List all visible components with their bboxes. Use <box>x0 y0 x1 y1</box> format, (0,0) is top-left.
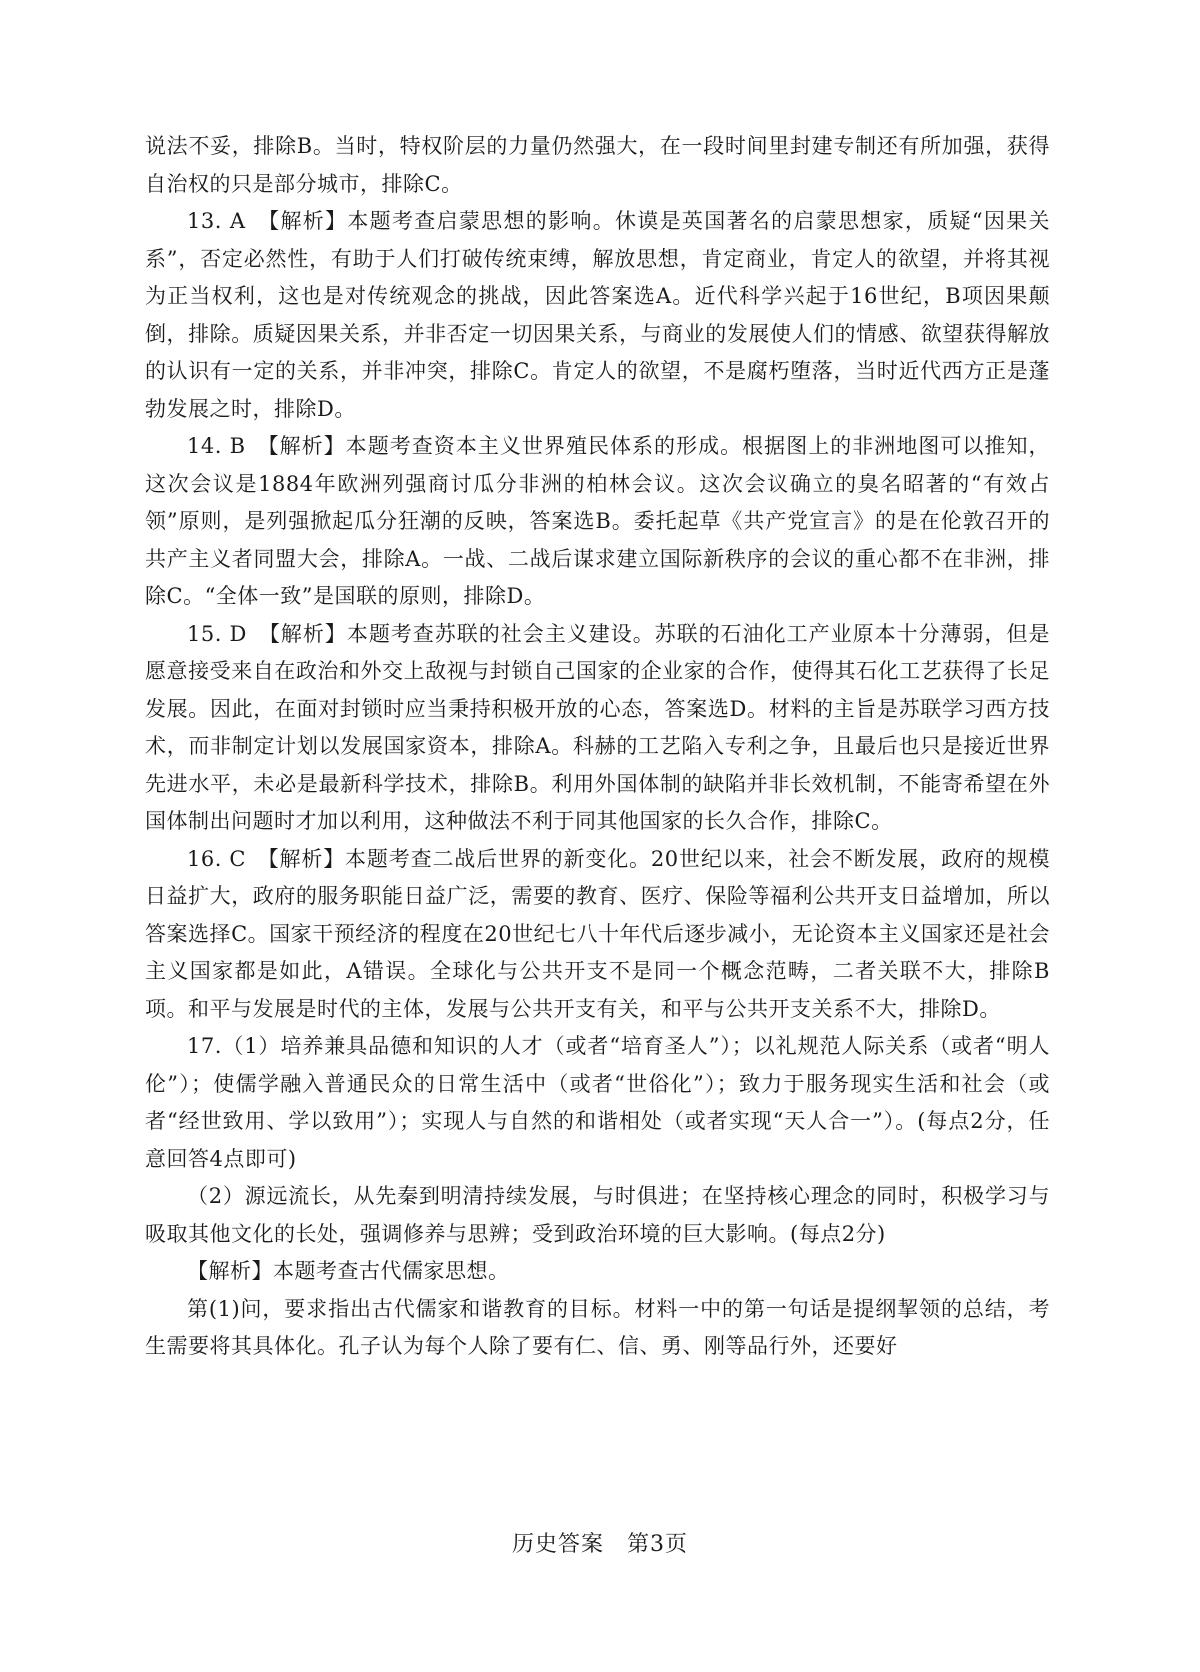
answer-16: 16. C 【解析】本题考查二战后世界的新变化。20世纪以来，社会不断发展，政府的规模日益扩大，政府的服务职能日益广泛，需要的教育、医疗、保险等福利公共开支日益增加，所以答案选择C。国家干预经济的程度在20世纪七八十年代后逐步减小，无论资本主义国家还是社会主义国家都是如此，A错误。全球化与公共开支不是同一个概念范畴，二者关联不大，排除B项。和平与发展是时代的主体，发展与公共开支有关，和平与公共开支关系不大，排除D。 <box>145 846 1050 1021</box>
answer-17-part-1: 17.（1）培养兼具品德和知识的人才（或者“培育圣人”）；以礼规范人际关系（或者“明人伦”）；使儒学融入普通民众的日常生活中（或者“世俗化”）；致力于服务现实生活和社会（或者“经世致用、学以致用”）；实现人与自然的和谐相处（或者实现“天人合一”）。(每点2分，任意回答4点即可) <box>145 1034 1050 1171</box>
answer-15: 15. D 【解析】本题考查苏联的社会主义建设。苏联的石油化工产业原本十分薄弱，但是愿意接受来自在政治和外交上敌视与封锁自己国家的企业家的合作，使得其石化工艺获得了长足发展。因此，在面对封锁时应当秉持积极开放的心态，答案选D。材料的主旨是苏联学习西方技术，而非制定计划以发展国家资本，排除A。科赫的工艺陷入专利之争，且最后也只是接近世界先进水平，未必是最新科学技术，排除B。利用外国体制的缺陷并非长效机制，不能寄希望在外国体制出问题时才加以利用，这种做法不利于同其他国家的长久合作，排除C。 <box>145 621 1050 833</box>
answer-17-analysis-heading: 【解析】本题考查古代儒家思想。 <box>187 1259 510 1283</box>
page-footer: 历史答案 第3页 <box>512 1532 688 1557</box>
answer-13: 13. A 【解析】本题考查启蒙思想的影响。休谟是英国著名的启蒙思想家，质疑“因果关系”，否定必然性，有助于人们打破传统束缚，解放思想，肯定商业，肯定人的欲望，并将其视为正当权利，这也是对传统观念的挑战，因此答案选A。近代科学兴起于16世纪，B项因果颠倒，排除。质疑因果关系，并非否定一切因果关系，与商业的发展使人们的情感、欲望获得解放的认识有一定的关系，并非冲突，排除C。肯定人的欲望，不是腐朽堕落，当时近代西方正是蓬勃发展之时，排除D。 <box>145 209 1050 421</box>
answer-14: 14. B 【解析】本题考查资本主义世界殖民体系的形成。根据图上的非洲地图可以推知，这次会议是1884年欧洲列强商讨瓜分非洲的柏林会议。这次会议确立的臭名昭著的“有效占领”原则，是列强掀起瓜分狂潮的反映，答案选B。委托起草《共产党宣言》的是在伦敦召开的共产主义者同盟大会，排除A。一战、二战后谋求建立国际新秩序的会议的重心都不在非洲，排除C。“全体一致”是国联的原则，排除D。 <box>145 434 1050 608</box>
paragraph-continuation: 说法不妥，排除B。当时，特权阶层的力量仍然强大，在一段时间里封建专制还有所加强，获得自治权的只是部分城市，排除C。 <box>145 134 1050 196</box>
answer-17-analysis-text: 第(1)问，要求指出古代儒家和谐教育的目标。材料一中的第一句话是提纲挈领的总结，考生需要将其具体化。孔子认为每个人除了要有仁、信、勇、刚等品行外，还要好 <box>145 1296 1050 1358</box>
answer-17-part-2: （2）源远流长，从先秦到明清持续发展，与时俱进；在坚持核心理念的同时，积极学习与吸取其他文化的长处，强调修养与思辨；受到政治环境的巨大影响。(每点2分) <box>145 1184 1050 1246</box>
answer-text-body <box>145 128 1050 1366</box>
